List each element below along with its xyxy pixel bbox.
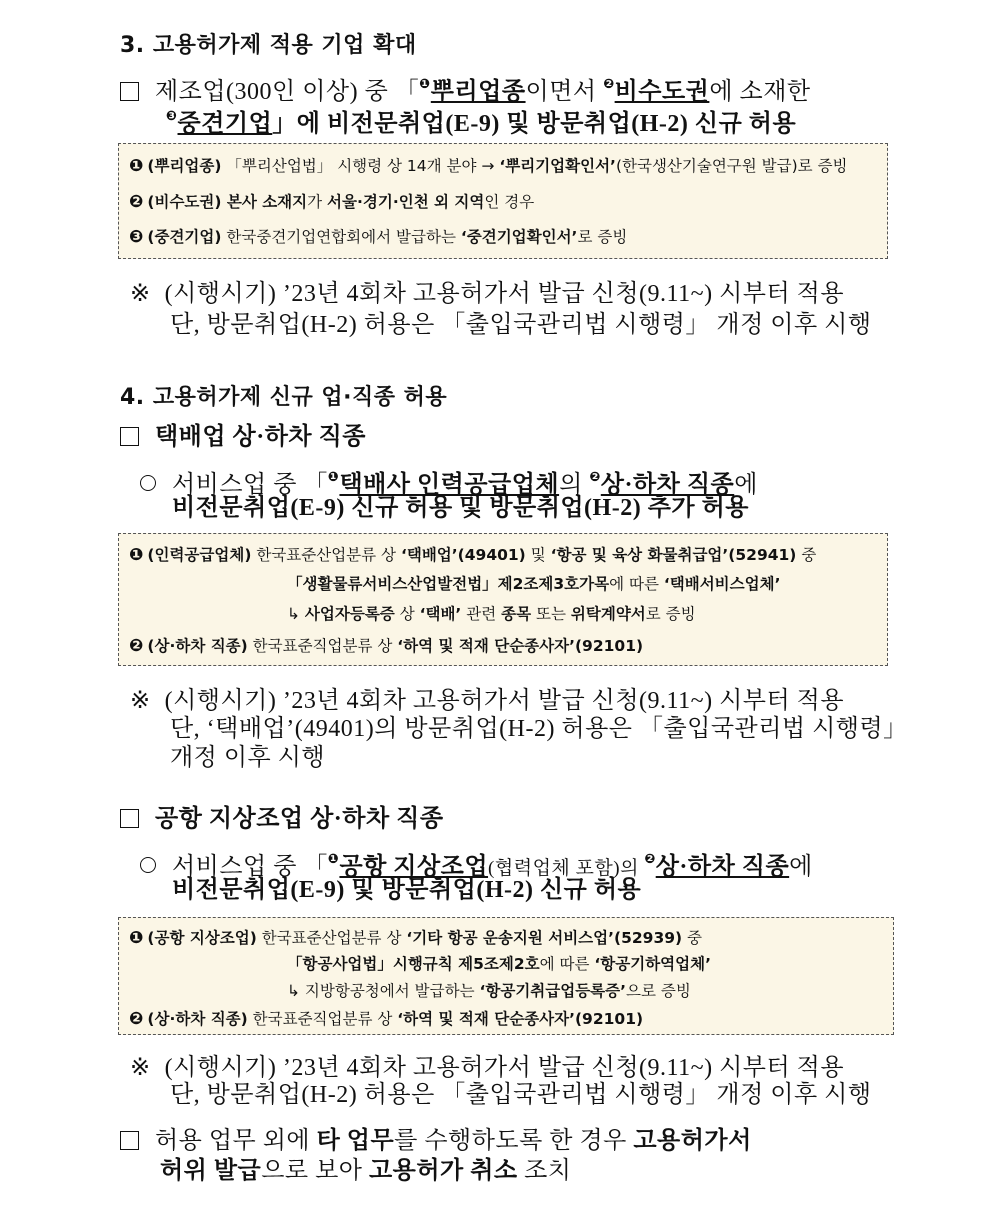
subsection-a-definition-box: [118, 533, 888, 666]
section-4-heading: 4. 고용허가제 신규 업·직종 허용: [120, 385, 448, 410]
checkbox-bullet-icon: [120, 82, 139, 101]
section-3-paragraph-line-1: 제조업(300인 이상) 중 「$^❶$뿌리업종이면서 $^❷$비수도권에 소재한: [120, 68, 811, 109]
reference-mark-icon: ※: [130, 279, 151, 307]
circle-bullet-icon: [140, 475, 156, 491]
checkbox-bullet-icon: [120, 427, 139, 446]
subsection-a-paragraph-line-1: 서비스업 중 「$^❶$택배사 인력공급업체의 $^❷$상·하차 직종에: [140, 461, 758, 502]
section-3-note-line-1: ※ (시행시기) ’23년 4회차 고용허가서 발급 신청(9.11~) 시부터 적용: [130, 279, 845, 307]
section-3-paragraph-line-2: $^❸$중견기업」에 비전문취업(E-9) 및 방문취업(H-2) 신규 허용: [166, 109, 797, 137]
definition-line: ❶ (공항 지상조업) 한국표준산업분류 상 ‘기타 항공 운송지원 서비스업’(52939) 중: [129, 928, 703, 948]
subsection-a-note-line-1: ※ (시행시기) ’23년 4회차 고용허가서 발급 신청(9.11~) 시부터 적용: [130, 686, 845, 714]
definition-line: 「생활물류서비스산업발전법」제2조제3호가목에 따른 ‘택배서비스업체’: [287, 575, 781, 593]
definition-line: ❷ (상·하차 직종) 한국표준직업분류 상 ‘하역 및 적재 단순종사자’(92101): [129, 1009, 644, 1029]
reference-mark-icon: ※: [130, 1053, 151, 1081]
subsection-b-title: 공항 지상조업 상·하차 직종: [120, 802, 444, 836]
definition-line: ❶ (뿌리업종) 「뿌리산업법」 시행령 상 14개 분야 → ‘뿌리기업확인서’(한국생산기술연구원 발급)로 증빙: [129, 156, 848, 176]
subsection-a-note-line-3: 개정 이후 시행: [170, 745, 326, 771]
checkbox-bullet-icon: [120, 809, 139, 828]
closing-paragraph-line-1: 허용 업무 외에 타 업무를 수행하도록 한 경우 고용허가서: [120, 1124, 752, 1158]
subsection-b-paragraph-line-2: 비전문취업(E-9) 및 방문취업(H-2) 신규 허용: [172, 877, 642, 903]
subsection-a-paragraph-line-2: 비전문취업(E-9) 신규 허용 및 방문취업(H-2) 추가 허용: [172, 495, 749, 521]
circle-bullet-icon: [140, 857, 156, 873]
checkbox-bullet-icon: [120, 1131, 139, 1150]
section-3-definition-box: [118, 143, 888, 259]
subsection-a-title: 택배업 상·하차 직종: [120, 420, 366, 454]
definition-line: ❶ (인력공급업체) 한국표준산업분류 상 ‘택배업’(49401) 및 ‘항공 및 육상 화물취급업’(52941) 중: [129, 545, 817, 565]
section-3-note-line-2: 단, 방문취업(H-2) 허용은 「출입국관리법 시행령」 개정 이후 시행: [170, 312, 872, 338]
closing-paragraph-line-2: 허위 발급으로 보아 고용허가 취소 조치: [160, 1158, 572, 1184]
definition-line: 「항공사업법」시행규칙 제5조제2호에 따른 ‘항공기하역업체’: [287, 955, 711, 973]
subsection-b-note-line-1: ※ (시행시기) ’23년 4회차 고용허가서 발급 신청(9.11~) 시부터 적용: [130, 1053, 845, 1081]
reference-mark-icon: ※: [130, 686, 151, 714]
subsection-b-definition-box: [118, 917, 894, 1035]
subsection-b-note-line-2: 단, 방문취업(H-2) 허용은 「출입국관리법 시행령」 개정 이후 시행: [170, 1082, 872, 1108]
section-3-heading: 3. 고용허가제 적용 기업 확대: [120, 33, 417, 58]
definition-line: ❸ (중견기업) 한국중견기업연합회에서 발급하는 ‘중견기업확인서’로 증빙: [129, 227, 628, 247]
definition-line: ↳ 지방항공청에서 발급하는 ‘항공기취급업등록증’으로 증빙: [287, 982, 691, 1000]
definition-line: ❷ (비수도권) 본사 소재지가 서울·경기·인천 외 지역인 경우: [129, 192, 535, 212]
subsection-a-note-line-2: 단, ‘택배업’(49401)의 방문취업(H-2) 허용은 「출입국관리법 시행령」: [170, 716, 908, 742]
definition-line: ↳ 사업자등록증 상 ‘택배’ 관련 종목 또는 위탁계약서로 증빙: [287, 605, 696, 623]
subsection-b-paragraph-line-1: 서비스업 중 「$^❶$공항 지상조업(협력업체 포함)의 $^❷$상·하차 직종에: [140, 843, 813, 886]
definition-line: ❷ (상·하차 직종) 한국표준직업분류 상 ‘하역 및 적재 단순종사자’(92101): [129, 636, 644, 656]
